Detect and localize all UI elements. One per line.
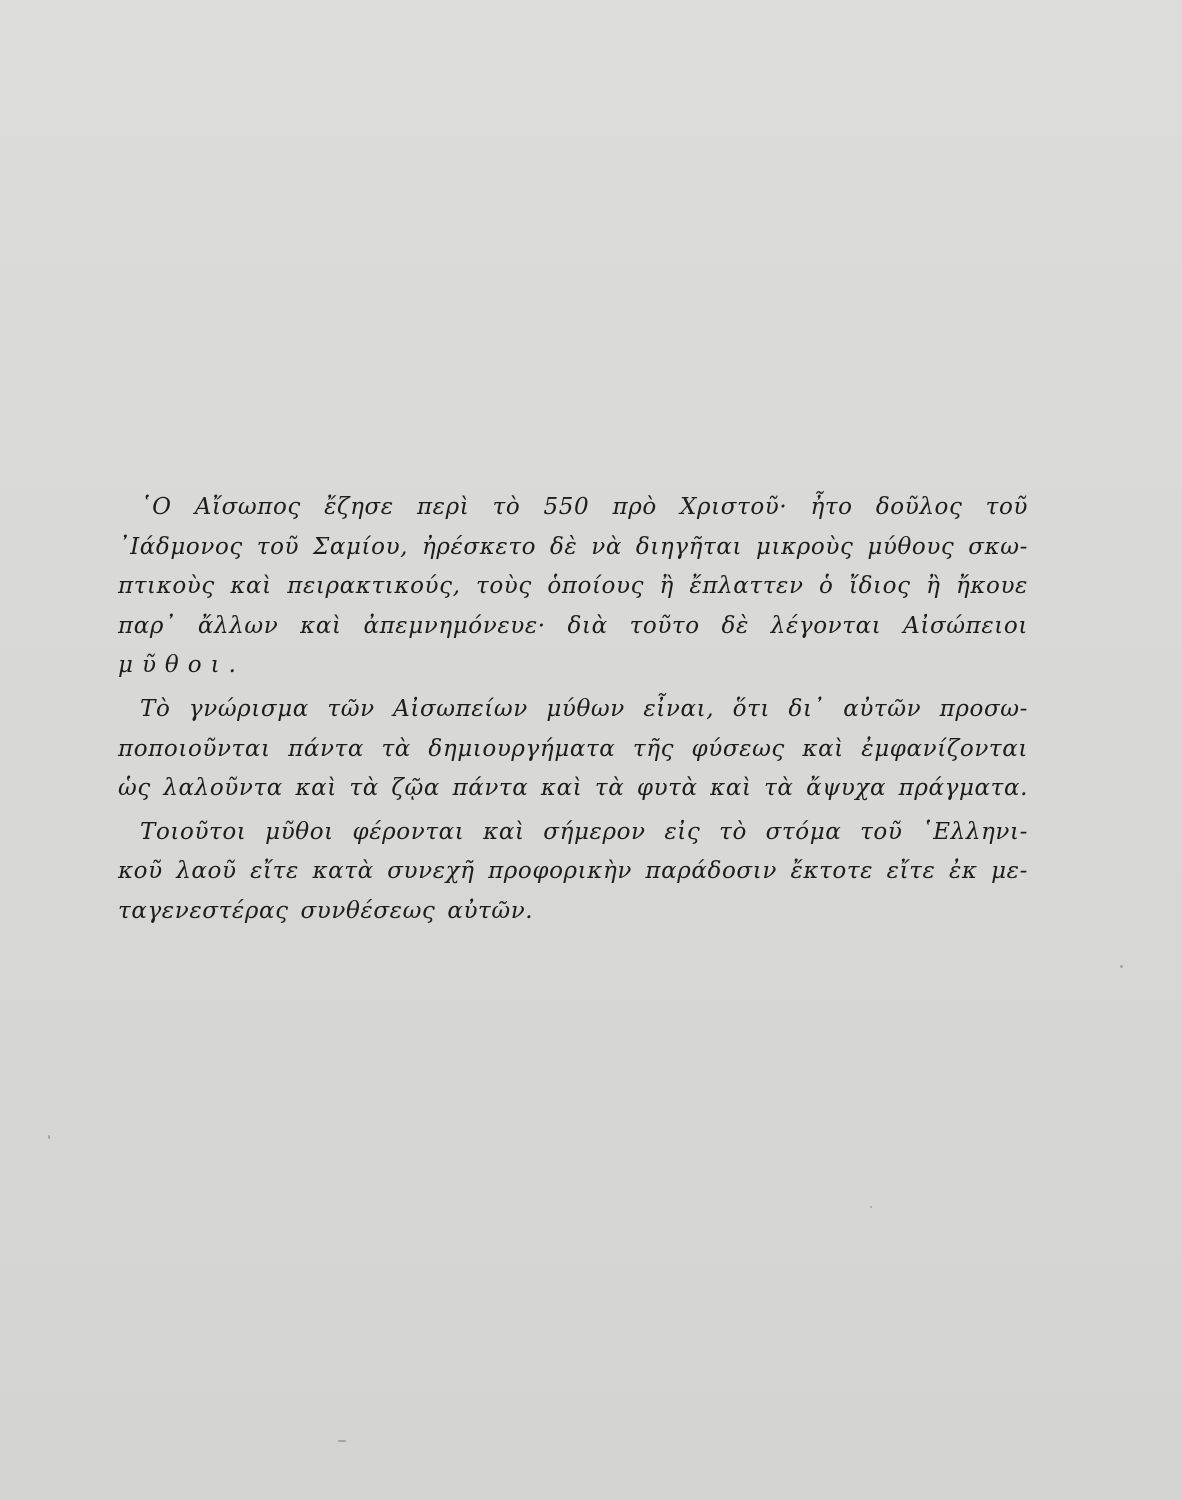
paragraph-1-line-3: πτικοὺς καὶ πειρακτικούς, τοὺς ὁποίους ἢ ἔπλαττεν ὁ ἴδιος ἢ ἤκουε <box>118 573 1028 600</box>
paper-speck <box>870 1206 872 1208</box>
paragraph-3-line-2: κοῦ λαοῦ εἴτε κατὰ συνεχῆ προφορικὴν παράδοσιν ἔκτοτε εἴτε ἐκ με- <box>118 858 1028 885</box>
paragraph-2-line-3: ὡς λαλοῦντα καὶ τὰ ζῷα πάντα καὶ τὰ φυτὰ καὶ τὰ ἄψυχα πράγματα. <box>118 775 1028 802</box>
paragraph-2-line-1: Τὸ γνώρισμα τῶν Αἰσωπείων μύθων εἶναι, ὅτι δι᾿ αὐτῶν προσω- <box>140 695 1028 722</box>
paper-speck <box>338 1440 346 1442</box>
text-block <box>118 488 1028 932</box>
paragraph-1-line-2: ᾿Ιάδμονος τοῦ Σαμίου, ἠρέσκετο δὲ νὰ διηγῆται μικροὺς μύθους σκω- <box>118 533 1028 560</box>
paragraph-3-line-3: ταγενεστέρας συνθέσεως αὐτῶν. <box>118 897 534 924</box>
paragraph-3-line-1: Τοιοῦτοι μῦθοι φέρονται καὶ σήμερον εἰς τὸ στόμα τοῦ ῾Ελληνι- <box>140 818 1028 845</box>
paragraph-1-line-5: μῦθοι. <box>118 652 245 679</box>
paragraph-2-line-2: ποποιοῦνται πάντα τὰ δημιουργήματα τῆς φύσεως καὶ ἐμφανίζονται <box>118 735 1028 762</box>
paragraph-1-line-4: παρ᾿ ἄλλων καὶ ἀπεμνημόνευε· διὰ τοῦτο δὲ λέγονται Αἰσώπειοι <box>118 612 1028 639</box>
paper-speck <box>1120 965 1123 968</box>
paper-speck <box>48 1135 50 1139</box>
paragraph-1-line-1: ῾Ο Αἴσωπος ἔζησε περὶ τὸ 550 πρὸ Χριστοῦ· ἦτο δοῦλος τοῦ <box>140 494 1028 520</box>
